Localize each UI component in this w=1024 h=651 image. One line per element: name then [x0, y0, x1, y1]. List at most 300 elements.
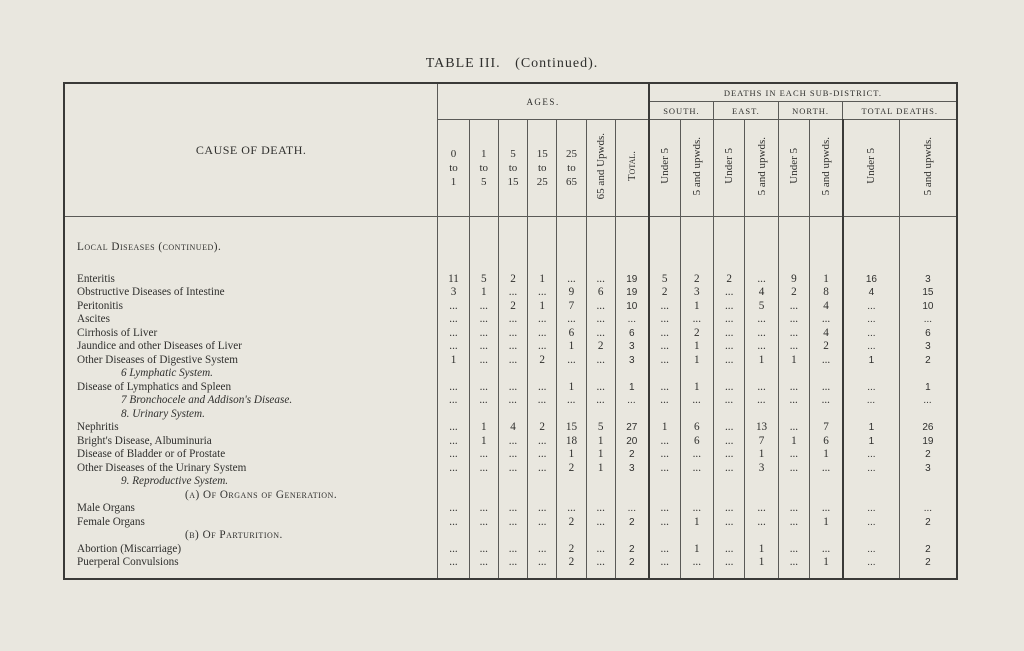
cell [469, 408, 498, 422]
cell [810, 489, 843, 503]
cell: ... [714, 300, 745, 314]
cell: 3 [615, 354, 649, 368]
cell [778, 529, 809, 543]
cell: 9 [778, 273, 809, 287]
cell: 4 [843, 286, 899, 300]
cell: ... [778, 502, 809, 516]
cell: ... [843, 516, 899, 530]
cell [528, 255, 557, 273]
south-under5: Under 5 [649, 120, 680, 217]
cell: ... [649, 516, 680, 530]
cell: 3 [899, 273, 957, 287]
cell: 1 [745, 543, 778, 557]
cell: ... [586, 516, 615, 530]
south-5up: 5 and upwds. [680, 120, 713, 217]
cell: ... [778, 313, 809, 327]
table-row [64, 543, 957, 557]
cell: ... [557, 354, 586, 368]
north-5up: 5 and upwds. [810, 120, 843, 217]
cell: ... [498, 327, 527, 341]
cell [745, 529, 778, 543]
cell: ... [778, 543, 809, 557]
cell: ... [714, 543, 745, 557]
cell [810, 475, 843, 489]
cell: ... [615, 502, 649, 516]
cell: 3 [899, 340, 957, 354]
cell: ... [714, 556, 745, 570]
cell: ... [557, 313, 586, 327]
cell [469, 475, 498, 489]
cell [528, 570, 557, 579]
cell: ... [469, 502, 498, 516]
cell [899, 489, 957, 503]
cell [615, 367, 649, 381]
cell: ... [557, 394, 586, 408]
cell: ... [438, 435, 469, 449]
cell: ... [778, 448, 809, 462]
cell [843, 475, 899, 489]
cell: 13 [745, 421, 778, 435]
cell: ... [745, 394, 778, 408]
cell: ... [586, 300, 615, 314]
cell: ... [649, 313, 680, 327]
reproductive-heading [64, 475, 957, 489]
table-row [64, 435, 957, 449]
cell: ... [680, 448, 713, 462]
cell: ... [498, 394, 527, 408]
cell [899, 529, 957, 543]
table-row [64, 273, 957, 287]
cell: 2 [714, 273, 745, 287]
cell [899, 217, 957, 236]
cell [680, 489, 713, 503]
cell [438, 408, 469, 422]
cell: 1 [528, 273, 557, 287]
cell [745, 570, 778, 579]
cell [680, 529, 713, 543]
cell [498, 529, 527, 543]
cell: 3 [899, 462, 957, 476]
east-under5: Under 5 [714, 120, 745, 217]
cell: 2 [680, 273, 713, 287]
cell: 2 [615, 556, 649, 570]
total-under5: Under 5 [843, 120, 899, 217]
cell: 3 [438, 286, 469, 300]
cell: ... [843, 502, 899, 516]
cell: ... [469, 556, 498, 570]
table-row [64, 462, 957, 476]
cell [810, 408, 843, 422]
cell [498, 408, 527, 422]
south-header: SOUTH. [649, 102, 714, 120]
cell [745, 235, 778, 255]
cell: ... [649, 394, 680, 408]
cell [649, 255, 680, 273]
cell: 6 [810, 435, 843, 449]
cell: ... [714, 327, 745, 341]
cell: ... [843, 313, 899, 327]
cell: 2 [810, 340, 843, 354]
cell [557, 217, 586, 236]
cell: ... [810, 502, 843, 516]
total-deaths-header: TOTAL DEATHS. [843, 102, 957, 120]
cell [778, 408, 809, 422]
cell: 3 [615, 340, 649, 354]
cell [778, 570, 809, 579]
cell: 1 [680, 340, 713, 354]
cell: ... [649, 556, 680, 570]
cell: 7 [810, 421, 843, 435]
cell [778, 255, 809, 273]
cell: 2 [899, 556, 957, 570]
cell: ... [586, 381, 615, 395]
cell: ... [810, 313, 843, 327]
cell: 2 [899, 516, 957, 530]
cell: ... [498, 340, 527, 354]
cell [899, 475, 957, 489]
cell: 9 [557, 286, 586, 300]
cell [557, 255, 586, 273]
cell: ... [745, 381, 778, 395]
lymphatic-heading-text: 6 Lymphatic System. [121, 367, 213, 379]
cell: ... [810, 543, 843, 557]
cell: ... [649, 435, 680, 449]
cell: ... [469, 327, 498, 341]
cell: ... [745, 273, 778, 287]
cell: ... [469, 462, 498, 476]
cell [557, 529, 586, 543]
cell: ... [498, 543, 527, 557]
table-row [64, 394, 957, 408]
table-row [64, 313, 957, 327]
cell: ... [498, 286, 527, 300]
cell [528, 489, 557, 503]
cell: ... [586, 543, 615, 557]
cell: 2 [557, 556, 586, 570]
cell: ... [810, 462, 843, 476]
cell: 4 [810, 300, 843, 314]
cell: ... [649, 448, 680, 462]
cell: 1 [843, 421, 899, 435]
cell: 6 [586, 286, 615, 300]
mortality-table [63, 82, 958, 580]
cell: 3 [680, 286, 713, 300]
cell [745, 489, 778, 503]
cell: 1 [586, 448, 615, 462]
cell: ... [778, 327, 809, 341]
cell [557, 408, 586, 422]
cell: ... [810, 381, 843, 395]
cell: ... [438, 448, 469, 462]
cell: ... [843, 556, 899, 570]
age-col-65-upwds: 65 and Upwds. [586, 120, 615, 217]
cell: 1 [745, 556, 778, 570]
cell: ... [469, 448, 498, 462]
table-title [0, 56, 1024, 72]
cell: 5 [586, 421, 615, 435]
cell: ... [649, 327, 680, 341]
age-col-total: Total. [615, 120, 649, 217]
cause-name: Peritonitis [77, 299, 123, 312]
cell: ... [469, 394, 498, 408]
cell: 8 [810, 286, 843, 300]
cell [615, 408, 649, 422]
table-row [64, 556, 957, 570]
cell: ... [498, 462, 527, 476]
cell: ... [528, 327, 557, 341]
cell [586, 367, 615, 381]
cell: 6 [557, 327, 586, 341]
parturition-heading-text: (b) Of Parturition. [185, 529, 283, 541]
cell: ... [498, 313, 527, 327]
cell: ... [528, 556, 557, 570]
cell: ... [649, 502, 680, 516]
cell [714, 570, 745, 579]
section-heading [64, 235, 957, 255]
cause-name: 7 Bronchocele and Addison's Disease. [121, 394, 293, 406]
cell: 20 [615, 435, 649, 449]
cell: ... [745, 340, 778, 354]
cell: ... [438, 381, 469, 395]
cell: 1 [649, 421, 680, 435]
section-heading-text: Local Diseases (continued). [77, 241, 222, 253]
cell [649, 367, 680, 381]
cell [498, 367, 527, 381]
table-row [64, 354, 957, 368]
cell: ... [469, 340, 498, 354]
cell [714, 217, 745, 236]
cell: ... [528, 462, 557, 476]
cell: ... [714, 462, 745, 476]
cause-name: Abortion (Miscarriage) [77, 542, 182, 555]
cell [649, 475, 680, 489]
table-title-text: TABLE III. [425, 56, 501, 71]
cell: ... [528, 516, 557, 530]
cell: 1 [680, 516, 713, 530]
cell: 2 [498, 273, 527, 287]
cell: ... [649, 300, 680, 314]
cell: ... [649, 543, 680, 557]
cell: ... [438, 502, 469, 516]
cell: ... [714, 286, 745, 300]
age-col-1-5: 1 to 5 [469, 120, 498, 217]
cell: ... [649, 381, 680, 395]
north-under5: Under 5 [778, 120, 809, 217]
cell [680, 475, 713, 489]
cell [615, 235, 649, 255]
cell [810, 367, 843, 381]
cell: ... [745, 327, 778, 341]
cell [714, 489, 745, 503]
cell: ... [778, 394, 809, 408]
cell: 6 [615, 327, 649, 341]
cell: ... [649, 340, 680, 354]
reproductive-heading-text: 9. Reproductive System. [121, 475, 229, 487]
cell: ... [438, 462, 469, 476]
cell [810, 235, 843, 255]
cell [528, 235, 557, 255]
cause-name: Puerperal Convulsions [77, 556, 179, 568]
cell: 2 [680, 327, 713, 341]
cell: ... [810, 394, 843, 408]
cell: 1 [680, 543, 713, 557]
cell: 6 [680, 421, 713, 435]
cell: ... [778, 381, 809, 395]
cell: ... [438, 421, 469, 435]
cell [438, 570, 469, 579]
cell [557, 489, 586, 503]
cell [438, 217, 469, 236]
cell: ... [438, 340, 469, 354]
cell: ... [778, 340, 809, 354]
cell: ... [649, 462, 680, 476]
cell: 1 [586, 462, 615, 476]
cell: ... [586, 313, 615, 327]
table-body [64, 217, 957, 579]
cell [778, 475, 809, 489]
cell [557, 475, 586, 489]
cell: ... [843, 448, 899, 462]
cell: ... [649, 354, 680, 368]
cell: 2 [615, 448, 649, 462]
cell: ... [498, 354, 527, 368]
cell: 1 [615, 381, 649, 395]
cause-name: Obstructive Diseases of Intestine [77, 286, 225, 298]
cell [649, 529, 680, 543]
cause-header: CAUSE OF DEATH. [64, 83, 438, 217]
cell [586, 529, 615, 543]
cell: 6 [680, 435, 713, 449]
cell [680, 235, 713, 255]
cause-name: Male Organs [77, 502, 135, 514]
cell: 1 [557, 340, 586, 354]
cell [680, 367, 713, 381]
cell [557, 570, 586, 579]
cell: ... [680, 556, 713, 570]
cell [649, 489, 680, 503]
cell: 2 [615, 543, 649, 557]
cell [745, 475, 778, 489]
cause-name: Ascites [77, 313, 110, 325]
age-col-5-15: 5 to 15 [498, 120, 527, 217]
cell: ... [586, 327, 615, 341]
cell: 2 [899, 354, 957, 368]
cell [649, 217, 680, 236]
cell: ... [586, 556, 615, 570]
cell: ... [714, 502, 745, 516]
cell: 4 [498, 421, 527, 435]
cell [586, 570, 615, 579]
cell: ... [843, 394, 899, 408]
cell: ... [438, 516, 469, 530]
cell: ... [714, 448, 745, 462]
lymphatic-heading [64, 367, 957, 381]
cell [469, 367, 498, 381]
cell [498, 570, 527, 579]
cell: 1 [745, 448, 778, 462]
table-subtitle: (Continued). [515, 56, 599, 71]
cell: ... [557, 502, 586, 516]
cell: 3 [615, 462, 649, 476]
cell [714, 235, 745, 255]
cell: 27 [615, 421, 649, 435]
east-header: EAST. [714, 102, 779, 120]
cell: 1 [810, 448, 843, 462]
cell [843, 255, 899, 273]
cell: 19 [615, 286, 649, 300]
cell: 1 [469, 421, 498, 435]
cell: ... [438, 327, 469, 341]
cell: 1 [557, 448, 586, 462]
cell: 15 [899, 286, 957, 300]
cell: ... [714, 435, 745, 449]
cell: ... [843, 381, 899, 395]
cause-name: Cirrhosis of Liver [77, 326, 158, 339]
cell: 7 [745, 435, 778, 449]
cell: ... [557, 273, 586, 287]
cell [615, 570, 649, 579]
cell: ... [528, 448, 557, 462]
cell [680, 570, 713, 579]
cell [810, 217, 843, 236]
total-5up: 5 and upwds. [899, 120, 957, 217]
cell: 4 [810, 327, 843, 341]
cell [586, 255, 615, 273]
cell: ... [745, 516, 778, 530]
cause-name: Disease of Lymphatics and Spleen [77, 380, 232, 393]
cell: 26 [899, 421, 957, 435]
table-row [64, 448, 957, 462]
cell: 1 [810, 516, 843, 530]
deaths-header: DEATHS IN EACH SUB-DISTRICT. [649, 83, 957, 102]
cell [498, 235, 527, 255]
table-row [64, 421, 957, 435]
cell: ... [469, 516, 498, 530]
cell: 1 [557, 381, 586, 395]
cell: ... [745, 313, 778, 327]
cell: 2 [528, 421, 557, 435]
cell: ... [498, 516, 527, 530]
cell [586, 217, 615, 236]
cell: ... [498, 381, 527, 395]
cell [438, 235, 469, 255]
cell: ... [586, 502, 615, 516]
cell: ... [810, 354, 843, 368]
cell: ... [438, 394, 469, 408]
cell [810, 529, 843, 543]
age-col-0-1: 0 to 1 [438, 120, 469, 217]
cell: ... [528, 502, 557, 516]
cell [778, 367, 809, 381]
cell: ... [680, 394, 713, 408]
cause-name: Disease of Bladder or of Prostate [77, 448, 226, 460]
cell: 19 [615, 273, 649, 287]
table-row [64, 340, 957, 354]
cell: 5 [649, 273, 680, 287]
cell [438, 255, 469, 273]
cell [557, 367, 586, 381]
cell: 1 [680, 354, 713, 368]
cell: ... [469, 313, 498, 327]
cell: ... [843, 340, 899, 354]
urinary-heading [64, 408, 957, 422]
cell [469, 529, 498, 543]
cell [680, 217, 713, 236]
cell [843, 367, 899, 381]
cell [843, 529, 899, 543]
cell [899, 235, 957, 255]
cell: 15 [557, 421, 586, 435]
